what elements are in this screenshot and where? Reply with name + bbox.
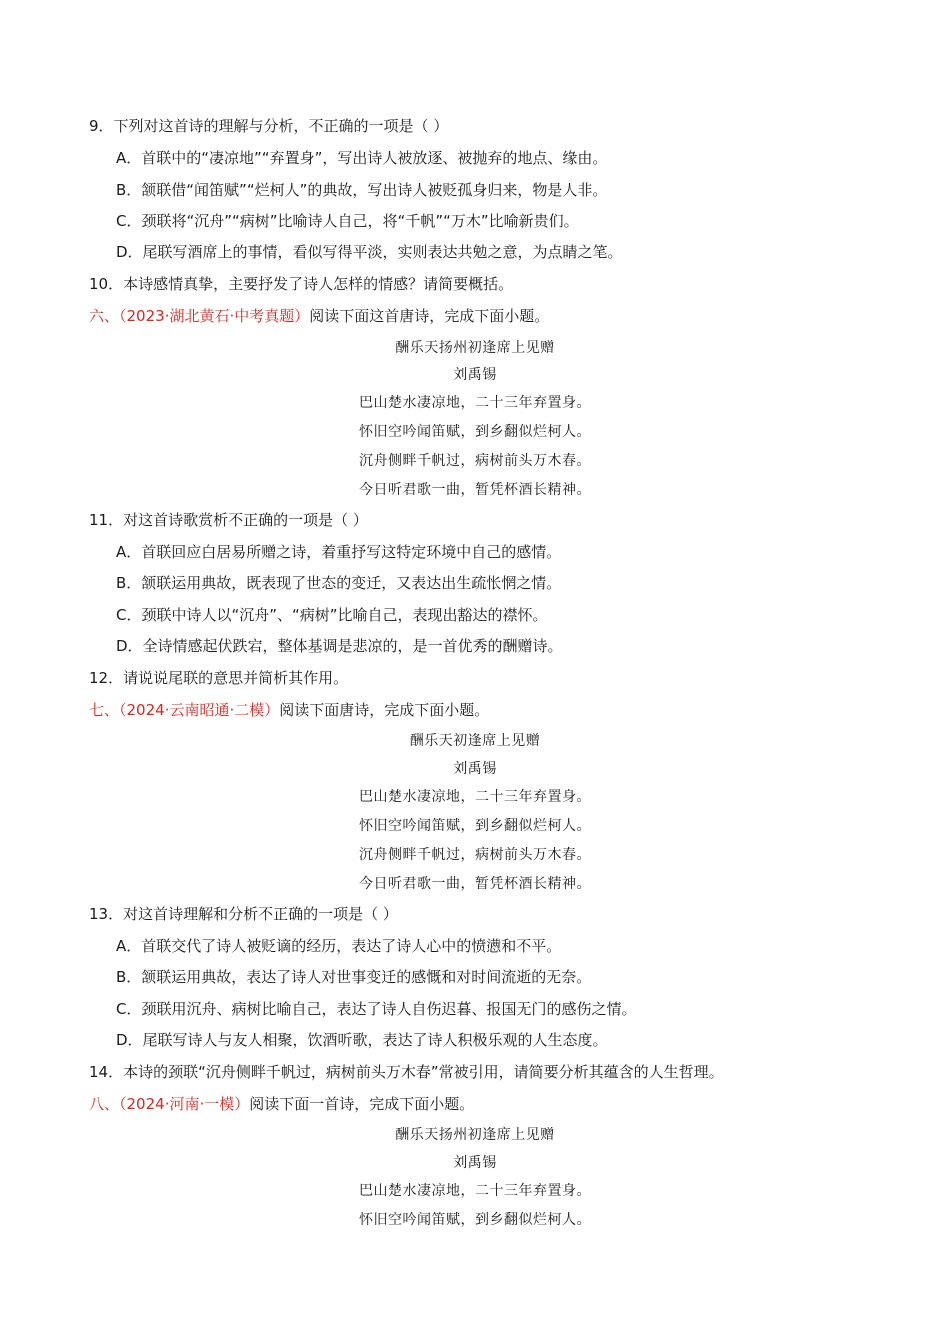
- section-6-instruction: 阅读下面这首唐诗，完成下面小题。: [309, 307, 550, 325]
- section-8-heading: [89, 1094, 474, 1114]
- section-8-number: 八、: [89, 1095, 120, 1113]
- section-7-number: 七、: [89, 701, 120, 719]
- question-9-option-b: B．颔联借“闻笛赋”“烂柯人”的典故，写出诗人被贬孤身归来，物是人非。: [116, 181, 608, 199]
- question-11-option-a: A．首联回应白居易所赠之诗，着重抒写这特定环境中自己的感情。: [116, 543, 562, 561]
- question-13-option-b: B．颔联运用典故，表达了诗人对世事变迁的感慨和对时间流逝的无奈。: [116, 968, 592, 986]
- poem-7-line-2: 怀旧空吟闻笛赋，到乡翻似烂柯人。: [359, 818, 591, 834]
- poem-7-line-3: 沉舟侧畔千帆过，病树前头万木春。: [359, 847, 591, 863]
- poem-7-line-1: 巴山楚水凄凉地，二十三年弃置身。: [359, 789, 591, 805]
- section-7-source: （2024·云南昭通·二模）: [119, 701, 280, 719]
- poem-6-line-4: 今日听君歌一曲，暂凭杯酒长精神。: [359, 482, 591, 498]
- question-9-option-a: A．首联中的“凄凉地”“弃置身”，写出诗人被放逐、被抛弃的地点、缘由。: [116, 149, 608, 167]
- poem-6-line-2: 怀旧空吟闻笛赋，到乡翻似烂柯人。: [359, 424, 591, 440]
- question-9-option-c: C．颈联将“沉舟”“病树”比喻诗人自己，将“千帆”“万木”比喻新贵们。: [116, 212, 579, 230]
- question-11-option-d: D．全诗情感起伏跌宕，整体基调是悲凉的，是一首优秀的酬赠诗。: [116, 637, 563, 655]
- poem-6-author: 刘禹锡: [453, 367, 497, 383]
- question-14: 14．本诗的颈联“沉舟侧畔千帆过，病树前头万木春”常被引用，请简要分析其蕴含的人生哲理。: [89, 1063, 724, 1081]
- section-7-instruction: 阅读下面唐诗，完成下面小题。: [279, 701, 490, 719]
- question-13-stem: 13．对这首诗理解和分析不正确的一项是（ ）: [89, 905, 398, 923]
- section-7-heading: [89, 700, 489, 720]
- section-6-number: 六、: [89, 307, 120, 325]
- section-6-source: （2023·湖北黄石·中考真题）: [119, 307, 310, 325]
- poem-7-author: 刘禹锡: [453, 761, 497, 777]
- question-10: 10．本诗感情真挚，主要抒发了诗人怎样的情感？请简要概括。: [89, 275, 514, 293]
- poem-8-line-1: 巴山楚水凄凉地，二十三年弃置身。: [359, 1183, 591, 1199]
- poem-6-title: 酬乐天扬州初逢席上见赠: [395, 340, 555, 356]
- section-6-heading: [89, 306, 549, 326]
- poem-8-author: 刘禹锡: [453, 1155, 497, 1171]
- poem-8-line-2: 怀旧空吟闻笛赋，到乡翻似烂柯人。: [359, 1212, 591, 1228]
- question-12: 12．请说说尾联的意思并简析其作用。: [89, 669, 349, 687]
- question-13-option-d: D．尾联写诗人与友人相聚，饮酒听歌，表达了诗人积极乐观的人生态度。: [116, 1031, 608, 1049]
- question-11-option-b: B．颔联运用典故，既表现了世态的变迁，又表达出生疏怅惘之情。: [116, 574, 562, 592]
- poem-7-title: 酬乐天初逢席上见赠: [409, 733, 541, 749]
- section-8-instruction: 阅读下面一首诗，完成下面小题。: [249, 1095, 475, 1113]
- section-8-source: （2024·河南·一模）: [119, 1095, 250, 1113]
- question-13-option-c: C．颈联用沉舟、病树比喻自己，表达了诗人自伤迟暮、报国无门的感伤之情。: [116, 1000, 637, 1018]
- question-9-stem: 9．下列对这首诗的理解与分析，不正确的一项是（ ）: [89, 117, 449, 135]
- question-11-stem: 11．对这首诗歌赏析不正确的一项是（ ）: [89, 511, 368, 529]
- question-9-option-d: D．尾联写酒席上的事情，看似写得平淡，实则表达共勉之意，为点睛之笔。: [116, 243, 623, 261]
- poem-7-line-4: 今日听君歌一曲，暂凭杯酒长精神。: [359, 876, 591, 892]
- poem-6-line-3: 沉舟侧畔千帆过，病树前头万木春。: [359, 453, 591, 469]
- poem-6-line-1: 巴山楚水凄凉地，二十三年弃置身。: [359, 395, 591, 411]
- question-11-option-c: C．颈联中诗人以“沉舟”、“病树”比喻自己，表现出豁达的襟怀。: [116, 606, 548, 624]
- poem-8-title: 酬乐天扬州初逢席上见赠: [395, 1127, 555, 1143]
- question-13-option-a: A．首联交代了诗人被贬谪的经历，表达了诗人心中的愤懑和不平。: [116, 937, 562, 955]
